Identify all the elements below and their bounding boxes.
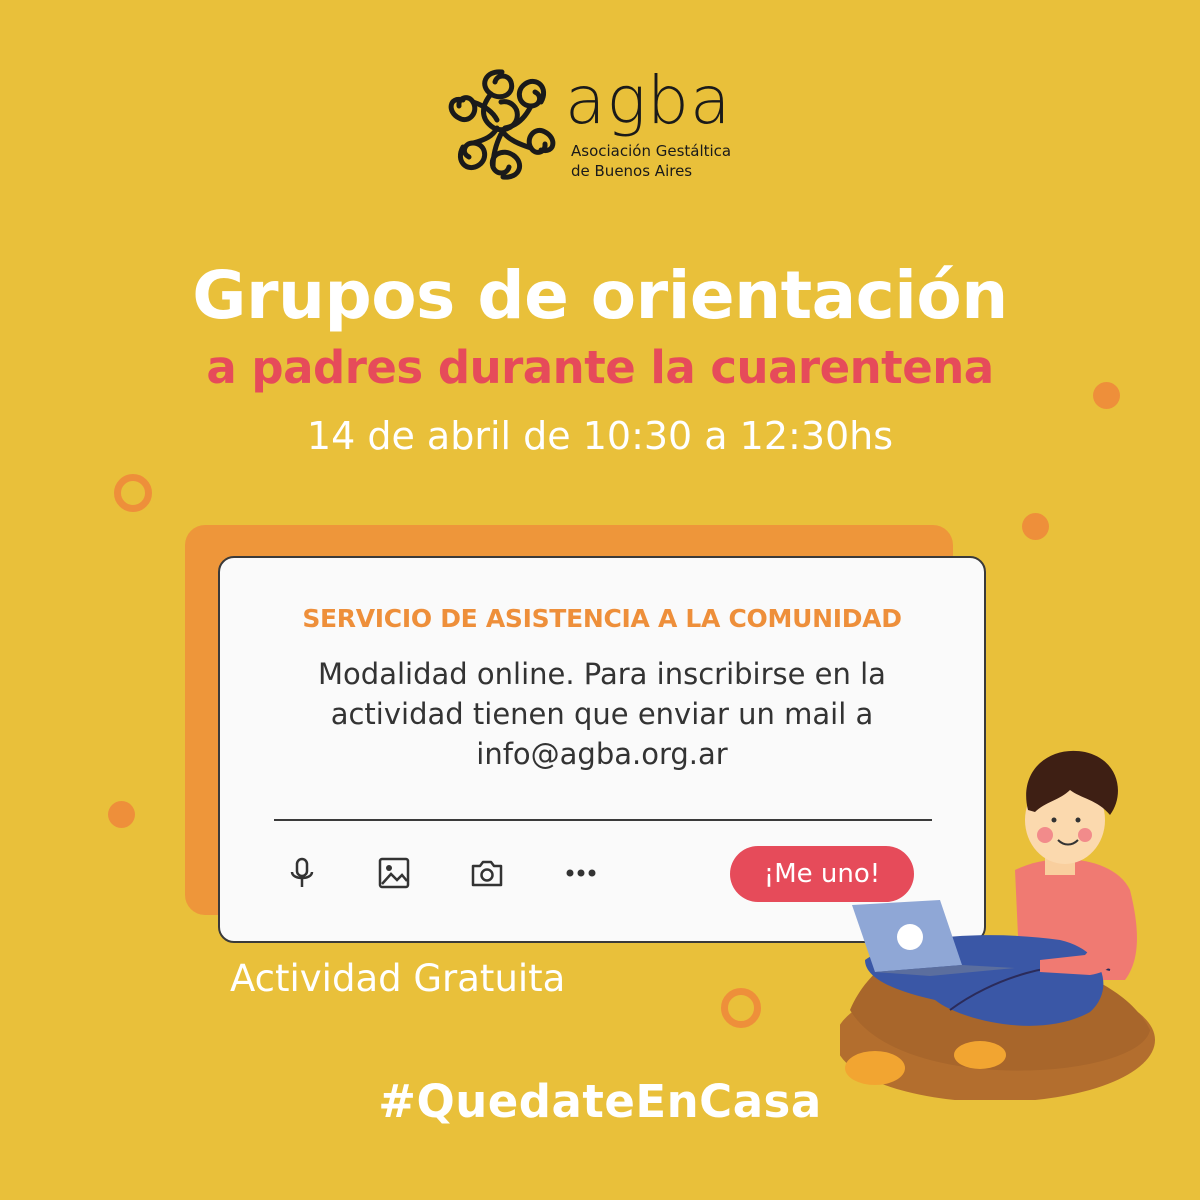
agba-logo-mark	[445, 62, 560, 187]
decor-ring	[721, 988, 761, 1028]
page-subtitle: a padres durante la cuarentena	[206, 341, 994, 394]
logo-wordmark: agba	[565, 62, 732, 139]
logo-subtitle-line2: de Buenos Aires	[571, 162, 693, 180]
microphone-icon[interactable]	[285, 856, 319, 890]
hashtag: #QuedateEnCasa	[378, 1075, 822, 1128]
page-title: Grupos de orientación	[192, 257, 1008, 334]
decor-ring	[114, 474, 152, 512]
logo-subtitle-line1: Asociación Gestáltica	[571, 142, 732, 160]
event-date: 14 de abril de 10:30 a 12:30hs	[306, 414, 894, 458]
person-with-laptop-illustration	[840, 740, 1160, 1100]
join-button[interactable]: ¡Me uno!	[730, 846, 914, 902]
image-icon[interactable]	[377, 856, 411, 890]
decor-dot	[1093, 382, 1120, 409]
agba-logo	[445, 62, 765, 187]
free-activity-label: Actividad Gratuita	[230, 957, 566, 1000]
camera-icon[interactable]	[470, 856, 504, 890]
decor-dot	[108, 801, 135, 828]
card-divider	[274, 819, 932, 821]
card-heading: SERVICIO DE ASISTENCIA A LA COMUNIDAD	[302, 604, 902, 633]
more-icon[interactable]	[564, 856, 598, 890]
card-body-text: Modalidad online. Para inscribirse en la actividad tienen que enviar un mail a info@agba.org.ar	[318, 657, 886, 771]
decor-dot	[1022, 513, 1049, 540]
